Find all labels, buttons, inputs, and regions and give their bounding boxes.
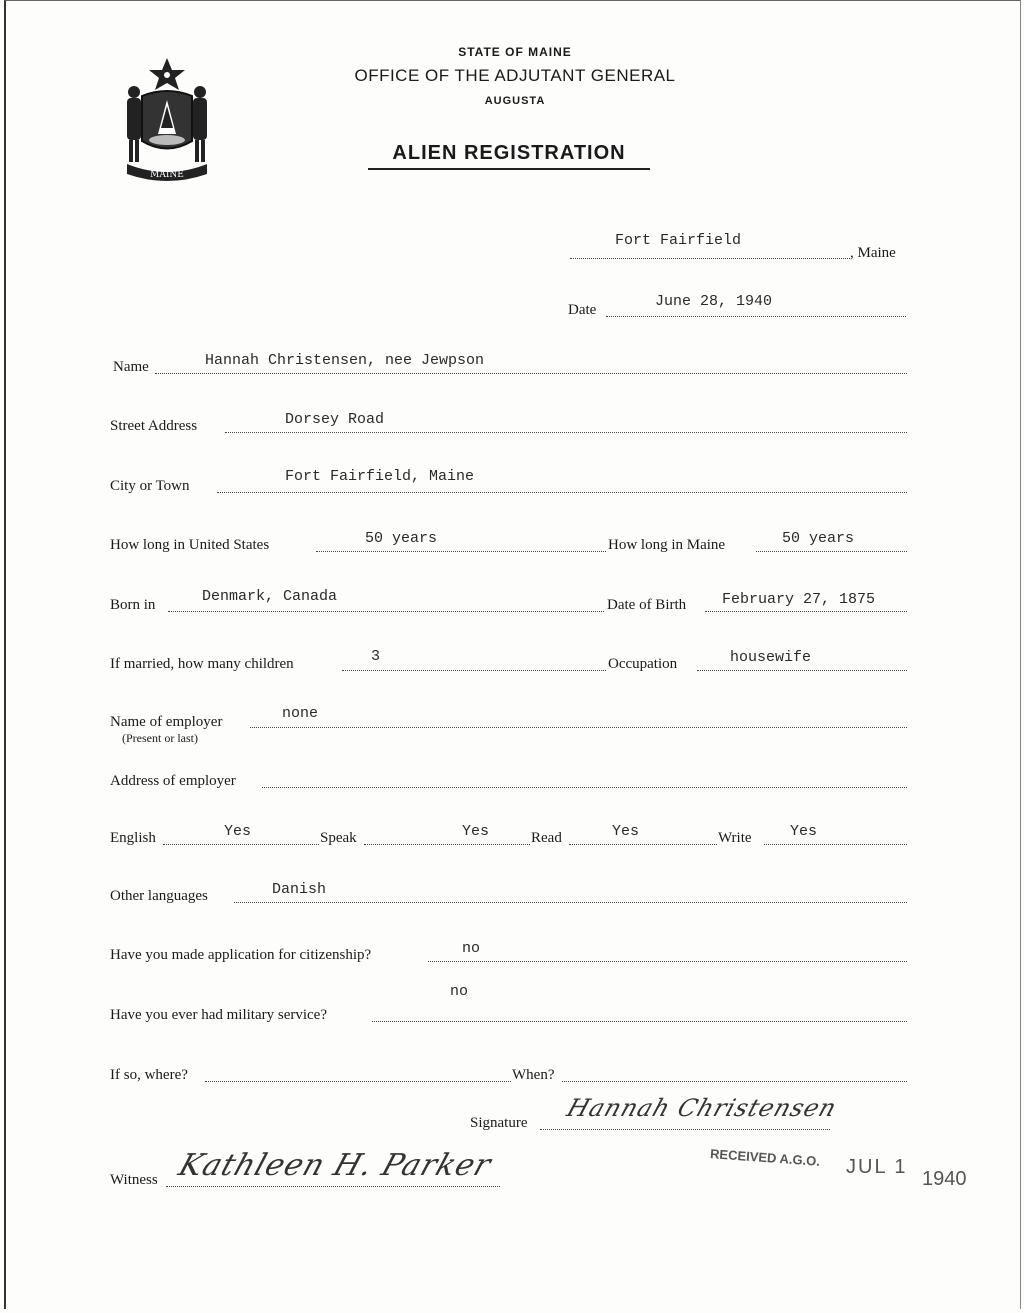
- us-time-value: 50 years: [365, 530, 438, 547]
- military-value: no: [450, 983, 469, 1000]
- children-dotted-line: [342, 670, 606, 671]
- other-languages-value: Danish: [272, 881, 327, 898]
- city-value: Fort Fairfield, Maine: [285, 468, 475, 485]
- us-time-label: How long in United States: [110, 537, 270, 553]
- street-dotted-line: [225, 432, 907, 433]
- date-dotted-line: [606, 316, 906, 317]
- read-dotted-line: [569, 844, 717, 845]
- city-heading: AUGUSTA: [484, 95, 546, 107]
- speak-dotted-line: [364, 844, 530, 845]
- form-title: ALIEN REGISTRATION: [368, 142, 650, 170]
- received-stamp-year: 1940: [922, 1168, 967, 1190]
- document-border: [4, 0, 1021, 1309]
- signature-handwriting: Hannah Christensen: [563, 1094, 841, 1122]
- state-heading: STATE OF MAINE: [458, 45, 572, 59]
- date-value: June 28, 1940: [655, 293, 773, 310]
- dob-label: Date of Birth: [607, 597, 687, 613]
- where-dotted-line: [205, 1081, 511, 1082]
- citizenship-label: Have you made application for citizenship?: [110, 947, 372, 963]
- maine-time-label: How long in Maine: [608, 537, 726, 553]
- dob-value: February 27, 1875: [722, 591, 876, 608]
- read-label: Read: [531, 830, 562, 846]
- born-in-dotted-line: [168, 611, 604, 612]
- occupation-label: Occupation: [608, 656, 678, 672]
- date-label: Date: [568, 302, 597, 318]
- us-time-dotted-line: [316, 551, 606, 552]
- location-dotted-line: [570, 258, 850, 259]
- name-dotted-line: [155, 373, 907, 374]
- write-value: Yes: [790, 823, 818, 840]
- write-label: Write: [718, 830, 752, 846]
- witness-handwriting: Kathleen H. Parker: [174, 1148, 496, 1183]
- occupation-value: housewife: [730, 649, 812, 666]
- military-label: Have you ever had military service?: [110, 1007, 327, 1023]
- other-languages-label: Other languages: [110, 888, 208, 904]
- received-stamp-text: RECEIVED A.G.O.: [709, 1146, 821, 1169]
- street-value: Dorsey Road: [285, 411, 385, 428]
- witness-label: Witness: [110, 1172, 158, 1188]
- city-dotted-line: [217, 492, 907, 493]
- when-label: When?: [512, 1067, 555, 1083]
- seal-banner-text: MAINE: [150, 170, 184, 180]
- children-value: 3: [371, 648, 381, 665]
- signature-dotted-line: [540, 1129, 830, 1130]
- office-heading: OFFICE OF THE ADJUTANT GENERAL: [354, 66, 676, 85]
- maine-time-value: 50 years: [782, 530, 855, 547]
- when-dotted-line: [562, 1081, 907, 1082]
- military-dotted-line: [372, 1021, 907, 1022]
- read-value: Yes: [612, 823, 640, 840]
- name-value: Hannah Christensen, nee Jewpson: [205, 352, 485, 369]
- employer-address-label: Address of employer: [110, 773, 236, 789]
- english-label: English: [110, 830, 156, 846]
- employer-label: Name of employer: [110, 714, 223, 730]
- maine-time-dotted-line: [756, 551, 907, 552]
- city-label: City or Town: [110, 478, 190, 494]
- english-value: Yes: [224, 823, 252, 840]
- employer-dotted-line: [250, 727, 907, 728]
- signature-label: Signature: [470, 1115, 528, 1131]
- speak-label: Speak: [320, 830, 357, 846]
- born-in-label: Born in: [110, 597, 156, 613]
- name-label: Name: [113, 359, 149, 375]
- dob-dotted-line: [705, 611, 907, 612]
- english-dotted-line: [163, 844, 319, 845]
- maine-state-seal-icon: [112, 56, 222, 186]
- employer-sublabel: (Present or last): [122, 731, 198, 745]
- children-label: If married, how many children: [110, 656, 294, 672]
- write-dotted-line: [764, 844, 907, 845]
- employer-value: none: [282, 705, 319, 722]
- location-suffix: , Maine: [850, 245, 896, 261]
- witness-dotted-line: [166, 1186, 500, 1187]
- street-label: Street Address: [110, 418, 198, 434]
- location-value: Fort Fairfield: [615, 232, 742, 249]
- citizenship-dotted-line: [428, 961, 907, 962]
- occupation-dotted-line: [697, 670, 907, 671]
- born-in-value: Denmark, Canada: [202, 588, 338, 605]
- where-label: If so, where?: [110, 1067, 188, 1083]
- citizenship-value: no: [462, 940, 481, 957]
- speak-value: Yes: [462, 823, 490, 840]
- employer-address-dotted-line: [262, 787, 907, 788]
- other-languages-dotted-line: [234, 902, 907, 903]
- received-stamp-date: JUL 1: [846, 1156, 908, 1178]
